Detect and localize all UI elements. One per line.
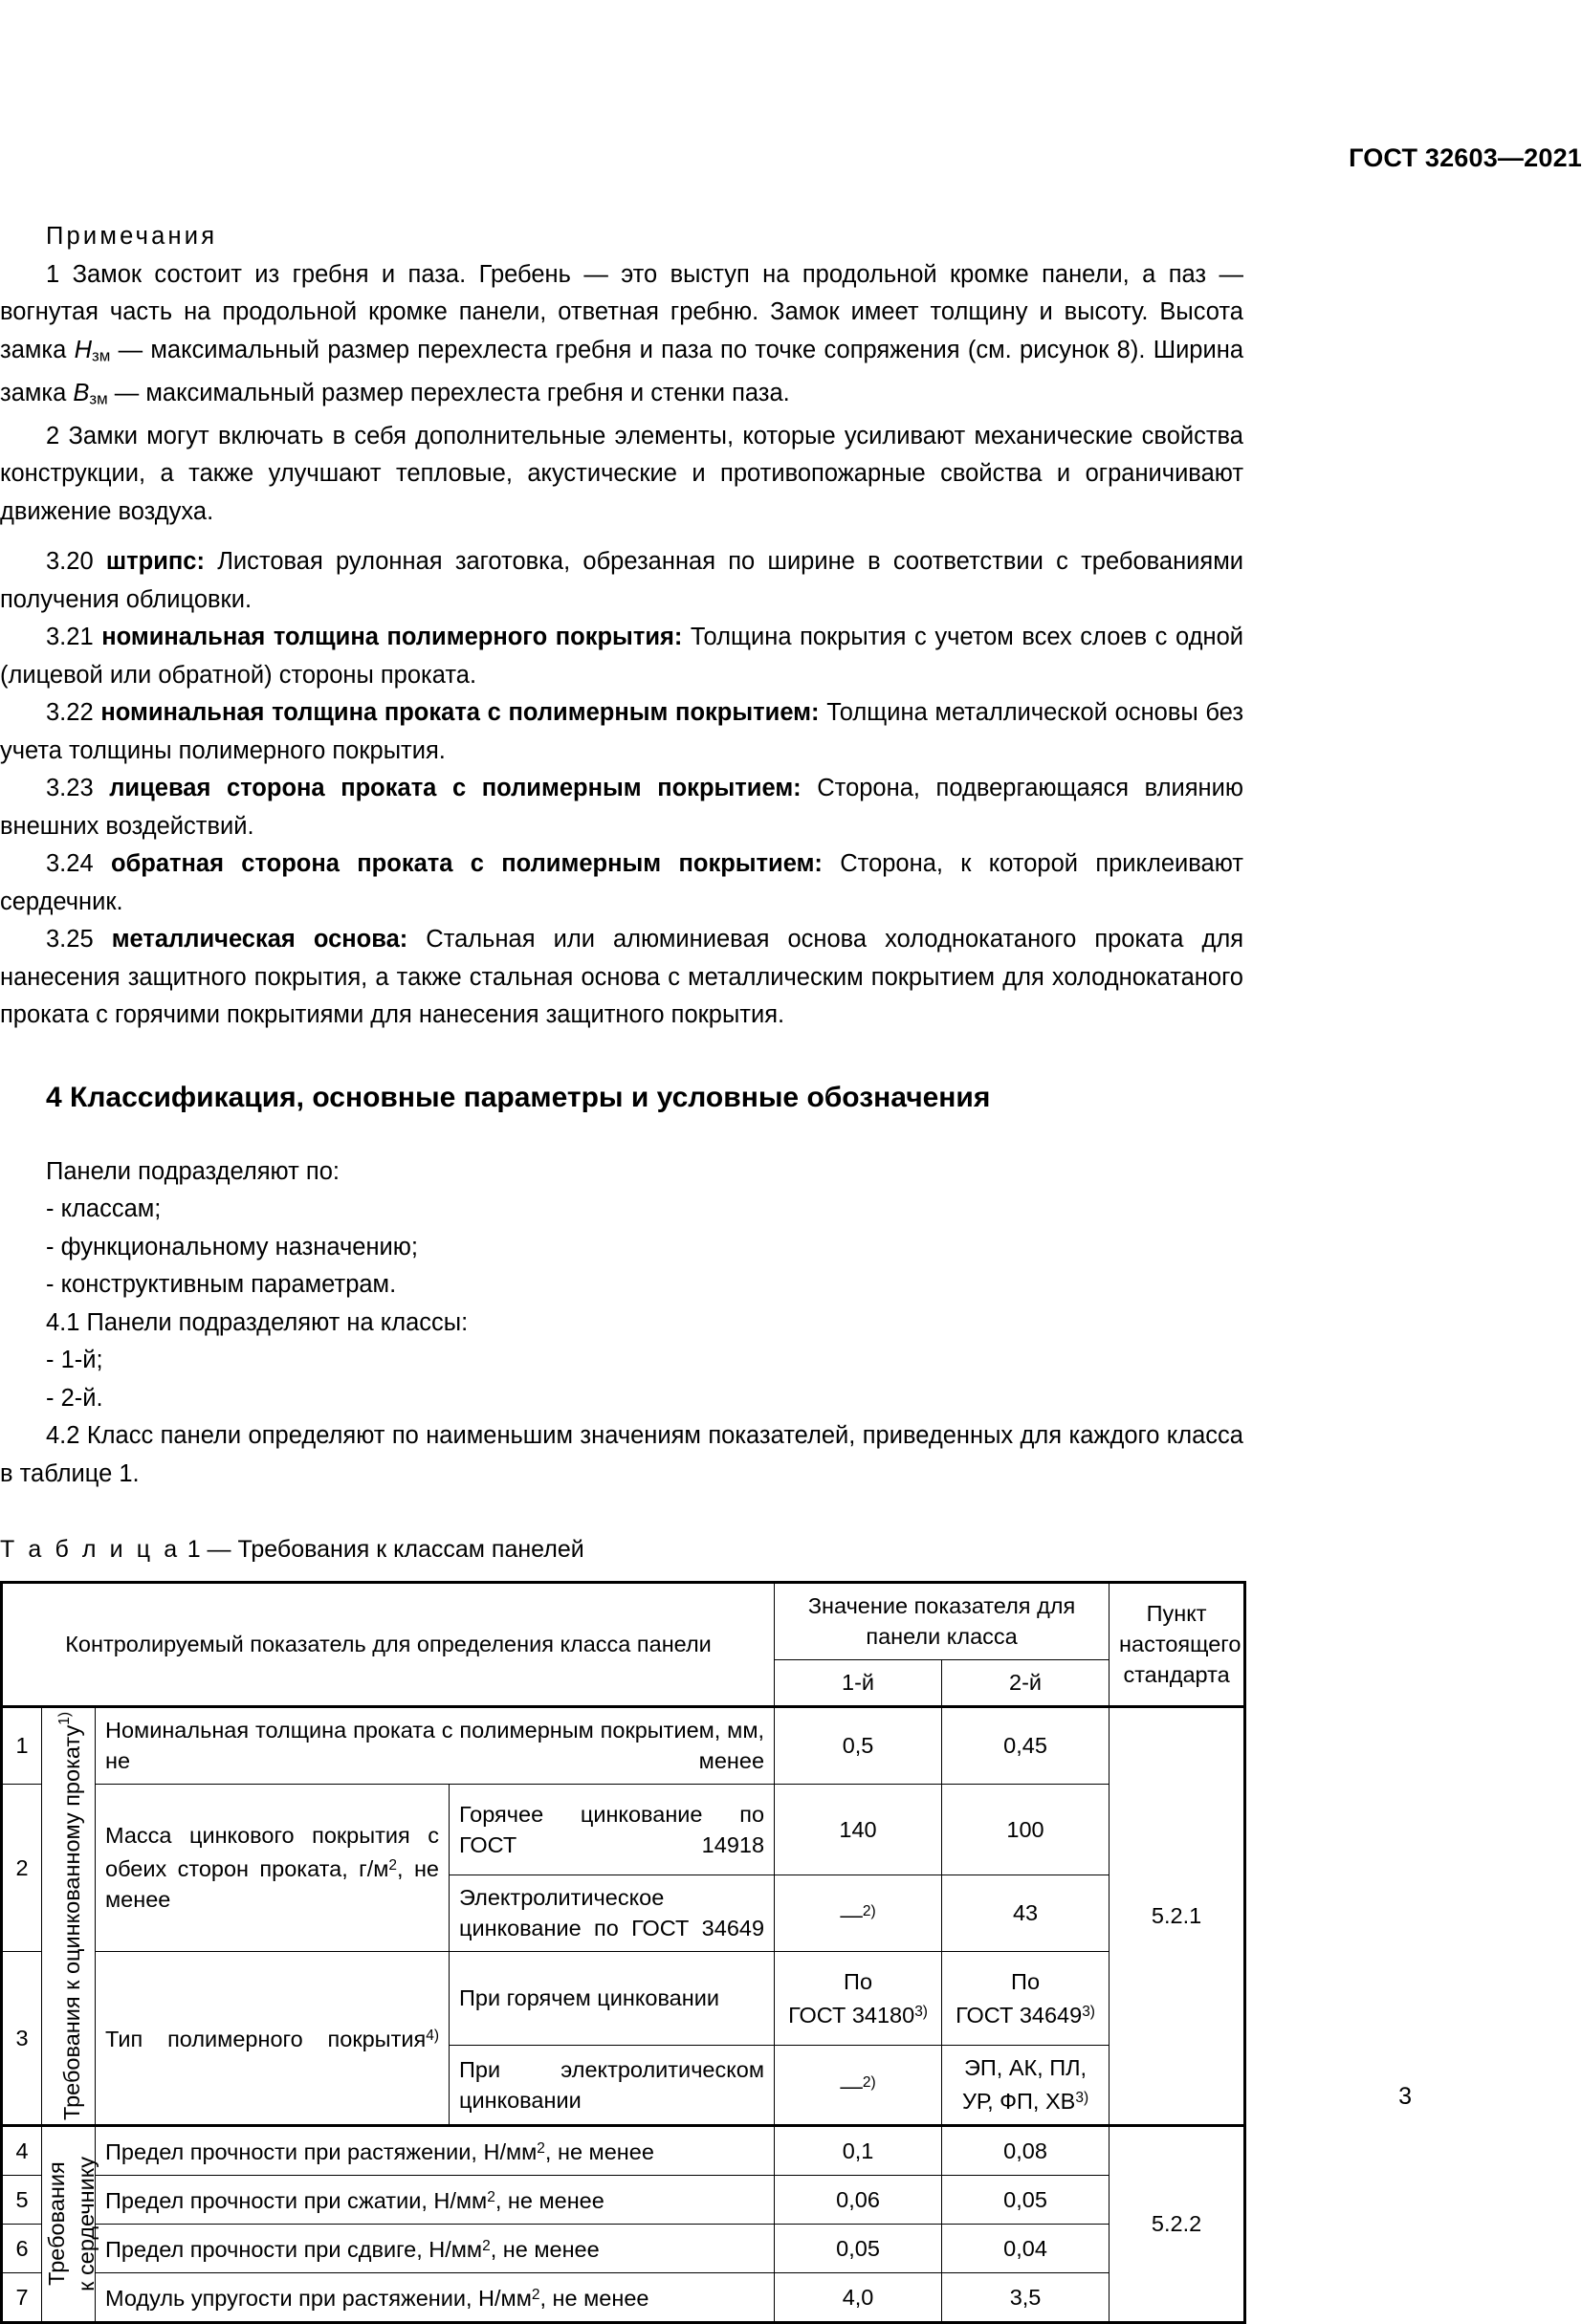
indicator-2 — [96, 1785, 450, 1952]
value-2b-class2: 43 — [942, 1875, 1110, 1952]
table-caption-label: Т а б л и ц а — [0, 1536, 181, 1564]
clause-ref-group-2: 5.2.2 — [1110, 2126, 1245, 2323]
note-1-text-b: — максимальный размер перехлеста гребня и паза по точке сопряжения (см. рисунок 8). Ширина замка — [0, 336, 1243, 406]
table-row — [2, 1785, 1245, 1875]
value-3b-class2 — [942, 2046, 1110, 2126]
definition-3-25-number: 3.25 — [46, 926, 112, 954]
definition-3-21-number: 3.21 — [46, 624, 102, 651]
definition-3-22 — [0, 694, 1243, 770]
section-4-intro: Панели подразделяют по: — [46, 1157, 340, 1185]
clause-ref-group-1: 5.2.1 — [1110, 1707, 1245, 2126]
note-1-symbol-h: H — [74, 336, 93, 363]
indicator-7-text: Модуль упругости при растяжении, $Н/мм^2$, не менее — [105, 2286, 649, 2312]
table-header-row-1 — [2, 1583, 1245, 1660]
value-4-class1: 0,1 — [775, 2126, 942, 2176]
indicator-4 — [96, 2126, 775, 2176]
table-row — [2, 2273, 1245, 2323]
indicator-7 — [96, 2273, 775, 2323]
document-body — [0, 218, 1243, 2324]
definition-3-24 — [0, 845, 1243, 921]
bullet-construction: - конструктивным параметрам. — [46, 1271, 397, 1299]
definition-3-20-term: штрипс: — [105, 548, 205, 576]
table-row — [2, 2225, 1245, 2273]
value-2a-class2: 100 — [942, 1785, 1110, 1875]
definition-3-24-text: Сторона, к которой приклеивают сердечник. — [0, 850, 1243, 915]
definition-3-25 — [0, 921, 1243, 1035]
definition-3-22-term: номинальная толщина проката с полимерным покрытием: — [100, 699, 820, 727]
indicator-3-sub-2: При электролитическом цинковании — [450, 2046, 775, 2126]
section-4-heading: 4 Классификация, основные параметры и условные обозначения — [46, 1081, 991, 1113]
definition-3-21-text: Толщина покрытия с учетом всех слоев с одной (лицевой или обратной) стороны проката. — [0, 624, 1243, 689]
header-value-group: Значение показателя для панели класса — [775, 1583, 1110, 1660]
page-number: 3 — [1398, 2083, 1412, 2110]
definition-3-21 — [0, 619, 1243, 694]
value-3a-class1 — [775, 1952, 942, 2046]
value-2b-class1-text: —$^{2)}$ — [840, 1901, 876, 1927]
definition-3-23-text: Сторона, подвергающаяся влиянию внешних воздействий. — [0, 775, 1244, 840]
table-row — [2, 1707, 1245, 1785]
definition-3-23-number: 3.23 — [46, 775, 110, 802]
value-7-class2: 3,5 — [942, 2273, 1110, 2323]
definition-3-22-text: Толщина металлической основы без учета толщины полимерного покрытия. — [0, 699, 1244, 764]
group-label-galvanized — [42, 1707, 96, 2126]
value-3a-class1-text: По ГОСТ 34180$^{3)}$ — [788, 1968, 928, 2028]
indicator-6 — [96, 2225, 775, 2273]
group-label-core-text: Требования к сердечнику — [44, 2157, 99, 2292]
row-number-7: 7 — [2, 2273, 42, 2323]
definition-3-24-term: обратная сторона проката с полимерным покрытием: — [110, 850, 823, 878]
row-number-5: 5 — [2, 2176, 42, 2225]
row-number-1: 1 — [2, 1707, 42, 1785]
bullet-class-2: - 2-й. — [46, 1384, 103, 1412]
value-6-class1: 0,05 — [775, 2225, 942, 2273]
definition-3-20-number: 3.20 — [46, 548, 106, 576]
note-1-symbol-b-sub: зм — [89, 389, 108, 408]
indicator-2-text: Масса цинкового покрытия с обеих сторон проката, $г/м^2$, не менее — [105, 1823, 439, 1913]
row-number-4: 4 — [2, 2126, 42, 2176]
header-indicator: Контролируемый показатель для определения класса панели — [2, 1583, 775, 1707]
indicator-5-text: Предел прочности при сжатии, $Н/мм^2$, не менее — [105, 2188, 604, 2214]
indicator-2-sub-2: Электролитическое цинкование по ГОСТ 34649 — [450, 1875, 775, 1952]
definition-3-24-number: 3.24 — [46, 850, 111, 878]
table-caption-number: 1 — — [180, 1536, 238, 1564]
note-2: 2 Замки могут включать в себя дополнительные элементы, которые усиливают механические свойства конструкции, а также улучшают тепловые, акустические и противопожарные свойства и ограничивают движение воздуха. — [0, 422, 1243, 525]
group-label-galvanized-text: Требования к оцинкованному прокату$^{1)}$ — [56, 1712, 84, 2121]
table-row — [2, 2126, 1245, 2176]
value-1-class1: 0,5 — [775, 1707, 942, 1785]
indicator-6-text: Предел прочности при сдвиге, $Н/мм^2$, не менее — [105, 2237, 600, 2263]
header-clause: Пункт настоящего стандарта — [1110, 1583, 1245, 1707]
indicator-5 — [96, 2176, 775, 2225]
notes-heading: Примечания — [46, 223, 218, 250]
row-number-2: 2 — [2, 1785, 42, 1952]
table-body — [2, 1707, 1245, 2323]
value-5-class2: 0,05 — [942, 2176, 1110, 2225]
indicator-2-sub-1: Горячее цинкование по ГОСТ 14918 — [450, 1785, 775, 1875]
indicator-3-sub-1: При горячем цинковании — [450, 1952, 775, 2046]
definition-3-23-term: лицевая сторона проката с полимерным покрытием: — [109, 775, 802, 802]
table-1-caption — [0, 1533, 1243, 1566]
bullet-classes: - классам; — [46, 1195, 162, 1223]
indicator-3-text: Тип полимерного покрытия$^{4)}$ — [105, 2027, 439, 2052]
definition-3-21-term: номинальная толщина полимерного покрытия: — [101, 624, 683, 651]
value-7-class1: 4,0 — [775, 2273, 942, 2323]
table-header — [2, 1583, 1245, 1707]
value-2b-class1 — [775, 1875, 942, 1952]
table-caption-title: Требования к классам панелей — [237, 1536, 584, 1564]
header-class-1: 1-й — [775, 1660, 942, 1707]
note-1-text-c: — максимальный размер перехлеста гребня и стенки паза. — [107, 379, 790, 406]
indicator-1: Номинальная толщина проката с полимерным покрытием, мм, не менее — [96, 1707, 775, 1785]
value-3a-class2 — [942, 1952, 1110, 2046]
value-2a-class1: 140 — [775, 1785, 942, 1875]
value-3a-class2-text: По ГОСТ 34649$^{3)}$ — [956, 1968, 1095, 2028]
note-1-symbol-h-sub: зм — [92, 346, 111, 365]
definition-3-23 — [0, 770, 1243, 845]
bullet-function: - функциональному назначению; — [46, 1233, 419, 1261]
value-5-class1: 0,06 — [775, 2176, 942, 2225]
definition-3-20-text: Листовая рулонная заготовка, обрезанная по ширине в соответствии с требованиями получения облицовки. — [0, 548, 1243, 613]
value-6-class2: 0,04 — [942, 2225, 1110, 2273]
clause-4-2: 4.2 Класс панели определяют по наименьшим значениям показателей, приведенных для каждого класса в таблице 1. — [0, 1422, 1243, 1487]
header-class-2: 2-й — [942, 1660, 1110, 1707]
indicator-3 — [96, 1952, 450, 2126]
value-4-class2: 0,08 — [942, 2126, 1110, 2176]
table-row — [2, 2176, 1245, 2225]
note-1-symbol-b: B — [73, 379, 90, 406]
definition-3-20 — [0, 543, 1243, 619]
definition-3-22-number: 3.22 — [46, 699, 101, 727]
table-row — [2, 1952, 1245, 2046]
bullet-class-1: - 1-й; — [46, 1347, 103, 1374]
indicator-4-text: Предел прочности при растяжении, $Н/мм^2$, не менее — [105, 2139, 654, 2165]
note-1 — [0, 256, 1243, 418]
definition-3-25-text: Стальная или алюминиевая основа холоднокатаного проката для нанесения защитного покрытия, а также стальная основа с металлическим покрытием для холоднокатаного проката с горячими покрытиями для нанесения защитного покрытия. — [0, 926, 1244, 1029]
definition-3-25-term: металлическая основа: — [111, 926, 408, 954]
value-3b-class1-text: —$^{2)}$ — [840, 2073, 876, 2099]
requirements-table — [0, 1581, 1246, 2324]
value-3b-class2-text: ЭП, АК, ПЛ, УР, ФП, ХВ$^{3)}$ — [961, 2055, 1089, 2115]
note-1-text-a: 1 Замок состоит из гребня и паза. Гребень — это выступ на продольной кромке панели, а паз — вогнутая часть на продольной кромке панели, ответная гребню. Замок имеет толщину и высоту. Высота замка — [0, 260, 1243, 363]
group-label-core — [42, 2126, 99, 2323]
clause-4-1: 4.1 Панели подразделяют на классы: — [46, 1308, 469, 1336]
row-number-3: 3 — [2, 1952, 42, 2126]
page-header-standard-number: ГОСТ 32603—2021 — [1349, 143, 1582, 172]
value-1-class2: 0,45 — [942, 1707, 1110, 1785]
value-3b-class1 — [775, 2046, 942, 2126]
row-number-6: 6 — [2, 2225, 42, 2273]
